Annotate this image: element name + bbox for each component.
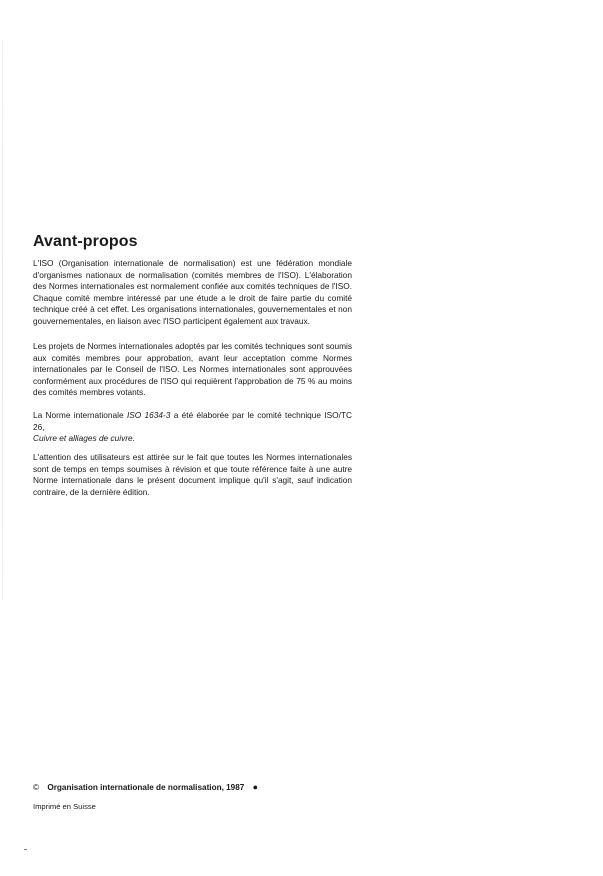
page-mark	[24, 849, 27, 850]
paragraph-standard-origin	[33, 410, 352, 445]
standard-number: ISO 1634-3	[126, 410, 171, 420]
printed-in-text: Imprimé en Suisse	[33, 802, 96, 811]
paragraph-approval: Les projets de Normes internationales adoptés par les comités techniques sont soumis aux comités membres pour approbation, avant leur acceptation comme Normes internationales par le Conseil de l'ISO. Les Normes internationales sont approuvées conformément aux procédures de l'ISO qui requièrent l'approbation de 75 % au moins des comités membres votants.	[33, 341, 352, 397]
standard-origin-prefix: La Norme internationale	[33, 410, 127, 420]
paragraph-revision-notice: L'attention des utilisateurs est attirée sur le fait que toutes les Normes internationales sont de temps en temps soumises à révision et que toute référence faite à une autre Norme internationale dans le présent document implique qu'il s'agit, sauf indication contraire, de la dernière édition.	[33, 452, 352, 497]
paragraph-iso-intro: L'ISO (Organisation internationale de normalisation) est une fédération mondiale d'organismes nationaux de normalisation (comités membres de l'ISO). L'élaboration des Normes internationales est normalement confiée aux comités techniques de l'ISO. Chaque comité membre intéressé par une étude a le droit de faire partie du comité technique créé à cet effet. Les organisations internationales, gouvernementales et non gouvernementales, en liaison avec l'ISO participent également aux travaux.	[33, 258, 352, 326]
copyright-text: Organisation internationale de normalisation, 1987	[47, 783, 245, 792]
page-edge-shadow	[2, 40, 3, 600]
committee-title: Cuivre et alliages de cuivre.	[33, 433, 135, 443]
copyright-symbol: ©	[33, 783, 40, 792]
bullet-icon: ●	[252, 782, 259, 792]
page-title: Avant-propos	[33, 233, 138, 250]
copyright-line	[33, 782, 258, 792]
standard-origin-committee: a été élaborée par le comité technique ISO/TC 26,	[33, 410, 353, 432]
